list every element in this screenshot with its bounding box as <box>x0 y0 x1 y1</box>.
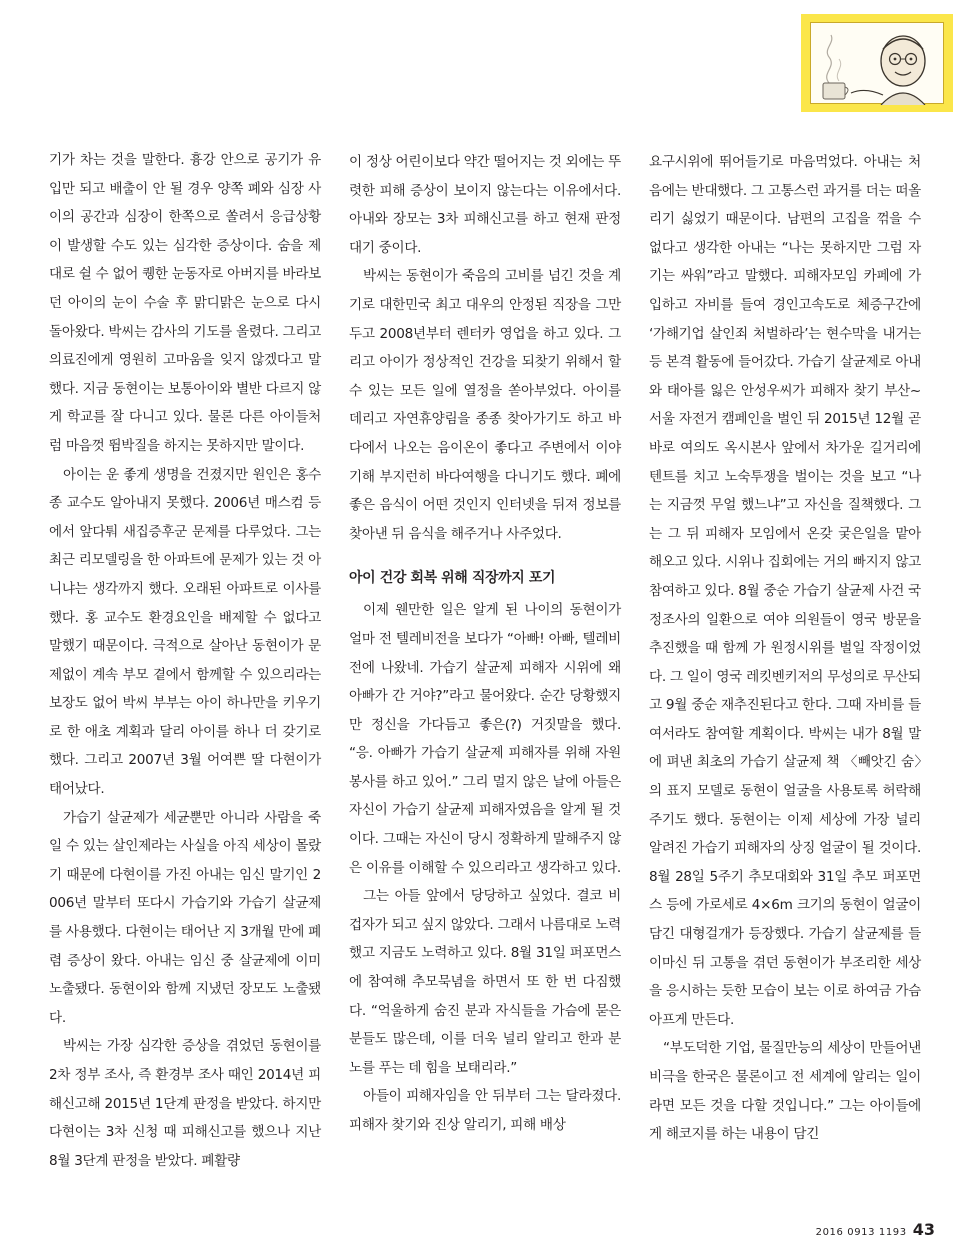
paragraph: 기가 차는 것을 말한다. 흉강 안으로 공기가 유입만 되고 배출이 안 될 경우 양쪽 폐와 심장 사이의 공간과 심장이 한쪽으로 쏠려서 응급상황이 발생할 수도 있는 심각한 증상이다. 숨을 제대로 쉴 수 없어 퀭한 눈동자로 아버지를 바라보던 아이의 눈이 수술 후 맑디맑은 눈으로 다시 돌아왔다. 박씨는 감사의 기도를 올렸다. 그리고 의료진에게 영원히 고마움을 잊지 않겠다고 말했다. 지금 동현이는 보통아이와 별반 다르지 않게 학교를 잘 다니고 있다. 물론 다른 아이들처럼 마음껏 뜀박질을 하지는 못하지만 말이다. <box>49 152 321 454</box>
section-subheading: 아이 건강 회복 위해 직장까지 포기 <box>349 570 556 587</box>
paragraph: 아이는 운 좋게 생명을 건졌지만 원인은 홍수종 교수도 알아내지 못했다. 2006년 매스컴 등에서 앞다퉈 새집증후군 문제를 다루었다. 그는 최근 리모델링을 한 아파트에 문제가 있는 것 아니냐는 생각까지 했다. 오래된 아파트로 이사를 했다. 홍 교수도 환경요인을 배제할 수 없다고 말했기 때문이다. 극적으로 살아난 동현이가 문제없이 계속 부모 곁에서 함께할 수 있으리라는 보장도 없어 박씨 부부는 아이 하나만을 키우기로 한 애초 계획과 달리 아이를 하나 더 갖기로 했다. 그리고 2007년 3월 어여쁜 딸 다현이가 태어났다. <box>49 466 321 798</box>
paragraph: 아들이 피해자임을 안 뒤부터 그는 달라졌다. 피해자 찾기와 진상 알리기, 피해 배상 <box>349 1088 621 1133</box>
paragraph: 그는 아들 앞에서 당당하고 싶었다. 결코 비겁자가 되고 싶지 않았다. 그래서 나름대로 노력했고 지금도 노력하고 있다. 8월 31일 퍼포먼스에 참여해 추모묵념을 하면서 또 한 번 다짐했다. “억울하게 숨진 분과 자식들을 가슴에 묻은 분들도 많은데, 이를 더욱 널리 알리고 한과 분노를 푸는 데 힘을 보태리라.” <box>349 888 621 1076</box>
illustration-frame <box>810 22 944 104</box>
paragraph: 이제 웬만한 일은 알게 된 나이의 동현이가 얼마 전 텔레비전을 보다가 “아빠! 아빠, 텔레비전에 나왔네. 가습기 살균제 피해자 시위에 왜 아빠가 간 거야?”라고 물어왔다. 순간 당황했지만 정신을 가다듬고 좋은(?) 거짓말을 했다. “응. 아빠가 가습기 살균제 피해자를 위해 자원봉사를 하고 있어.” 그리 멀지 않은 날에 아들은 자신이 가습기 살균제 피해자였음을 알게 될 것이다. 그때는 자신이 당시 정확하게 말해주지 않은 이유를 이해할 수 있으리라고 생각하고 있다. <box>349 602 621 876</box>
issue-date: 2016 0913 1193 <box>815 1227 907 1238</box>
paragraph: 박씨는 동현이가 죽음의 고비를 넘긴 것을 계기로 대한민국 최고 대우의 안정된 직장을 그만두고 2008년부터 렌터카 영업을 하고 있다. 그리고 아이가 정상적인 건강을 되찾기 위해서 할 수 있는 모든 일에 열정을 쏟아부었다. 아이를 데리고 자연휴양림을 종종 찾아가기도 하고 바다에서 나오는 음이온이 좋다고 주변에서 이야기해 부지런히 바다여행을 다니기도 했다. 폐에 좋은 음식이 어떤 것인지 인터넷을 뒤져 정보를 찾아낸 뒤 음식을 해주거나 사주었다. <box>349 268 621 542</box>
paragraph: 박씨는 가장 심각한 증상을 겪었던 동현이를 2차 정부 조사, 즉 환경부 조사 때인 2014년 피해신고해 2015년 1단계 판정을 받았다. 하지만 다현이는 3차 신청 때 피해신고를 했으나 지난 8월 3단계 판정을 받았다. 폐활량 <box>49 1038 321 1169</box>
caricature-icon <box>811 23 945 105</box>
text-column-3 <box>649 148 921 1149</box>
paragraph: 요구시위에 뛰어들기로 마음먹었다. 아내는 처음에는 반대했다. 그 고통스런 과거를 더는 떠올리기 싫었기 때문이다. 남편의 고집을 꺾을 수 없다고 생각한 아내는 “나는 못하지만 그럼 자기는 싸워”라고 말했다. 피해자모임 카페에 가입하고 자비를 들여 경인고속도로 체증구간에 ‘가해기업 살인죄 처벌하라’는 현수막을 내거는 등 본격 활동에 들어갔다. 가습기 살균제로 아내와 태아를 잃은 안성우씨가 피해자 찾기 부산~서울 자전거 캠페인을 벌인 뒤 2015년 12월 곧바로 여의도 옥시본사 앞에서 차가운 길거리에 텐트를 치고 노숙투쟁을 벌이는 것을 보고 “나는 지금껏 무얼 했느냐”고 자신을 질책했다. 그는 그 뒤 피해자 모임에서 온갖 궂은일을 맡아 해오고 있다. 시위나 집회에는 거의 빠지지 않고 참여하고 있다. 8월 중순 가습기 살균제 사건 국정조사의 일환으로 여야 의원들이 영국 방문을 추진했을 때 함께 가 원정시위를 벌일 작정이었다. 그 일이 영국 레킷벤키저의 무성의로 무산되고 9월 중순 재추진된다고 한다. 그때 자비를 들여서라도 참여할 계획이다. 박씨는 내가 8월 말에 펴낸 최초의 가습기 살균제 책 〈빼앗긴 숨〉의 표지 모델로 동현이 얼굴을 사용토록 허락해주기도 했다. 동현이는 이제 세상에 가장 널리 알려진 가습기 피해자의 상징 얼굴이 될 것이다. 8월 28일 5주기 추모대회와 31일 추모 퍼포먼스 등에 가로세로 4×6m 크기의 동현이 얼굴이 담긴 대형걸개가 등장했다. 가습기 살균제를 들이마신 뒤 고통을 겪던 동현이가 부조리한 세상을 응시하는 듯한 모습이 보는 이로 하여금 가슴 아프게 만든다. <box>649 154 921 1028</box>
text-column-1 <box>49 146 321 1175</box>
paragraph: 이 정상 어린이보다 약간 떨어지는 것 외에는 뚜렷한 피해 증상이 보이지 않는다는 이유에서다. 아내와 장모는 3차 피해신고를 하고 현재 판정 대기 중이다. <box>349 154 621 256</box>
page-footer <box>816 1220 935 1239</box>
page-number: 43 <box>912 1220 935 1239</box>
text-column-2 <box>349 148 621 1140</box>
paragraph: “부도덕한 기업, 물질만능의 세상이 만들어낸 비극을 한국은 물론이고 전 세계에 알리는 일이라면 모든 것을 다할 것입니다.” 그는 아이들에게 해코지를 하는 내용이 담긴 <box>649 1040 921 1143</box>
columnist-illustration <box>801 14 953 112</box>
paragraph: 가습기 살균제가 세균뿐만 아니라 사람을 죽일 수 있는 살인제라는 사실을 아직 세상이 몰랐기 때문에 다현이를 가진 아내는 임신 말기인 2006년 말부터 또다시 가습기와 가습기 살균제를 사용했다. 다현이는 태어난 지 3개월 만에 폐렴 증상이 왔다. 아내는 임신 중 살균제에 이미 노출됐다. 동현이와 함께 지냈던 장모도 노출됐다. <box>49 809 321 1026</box>
